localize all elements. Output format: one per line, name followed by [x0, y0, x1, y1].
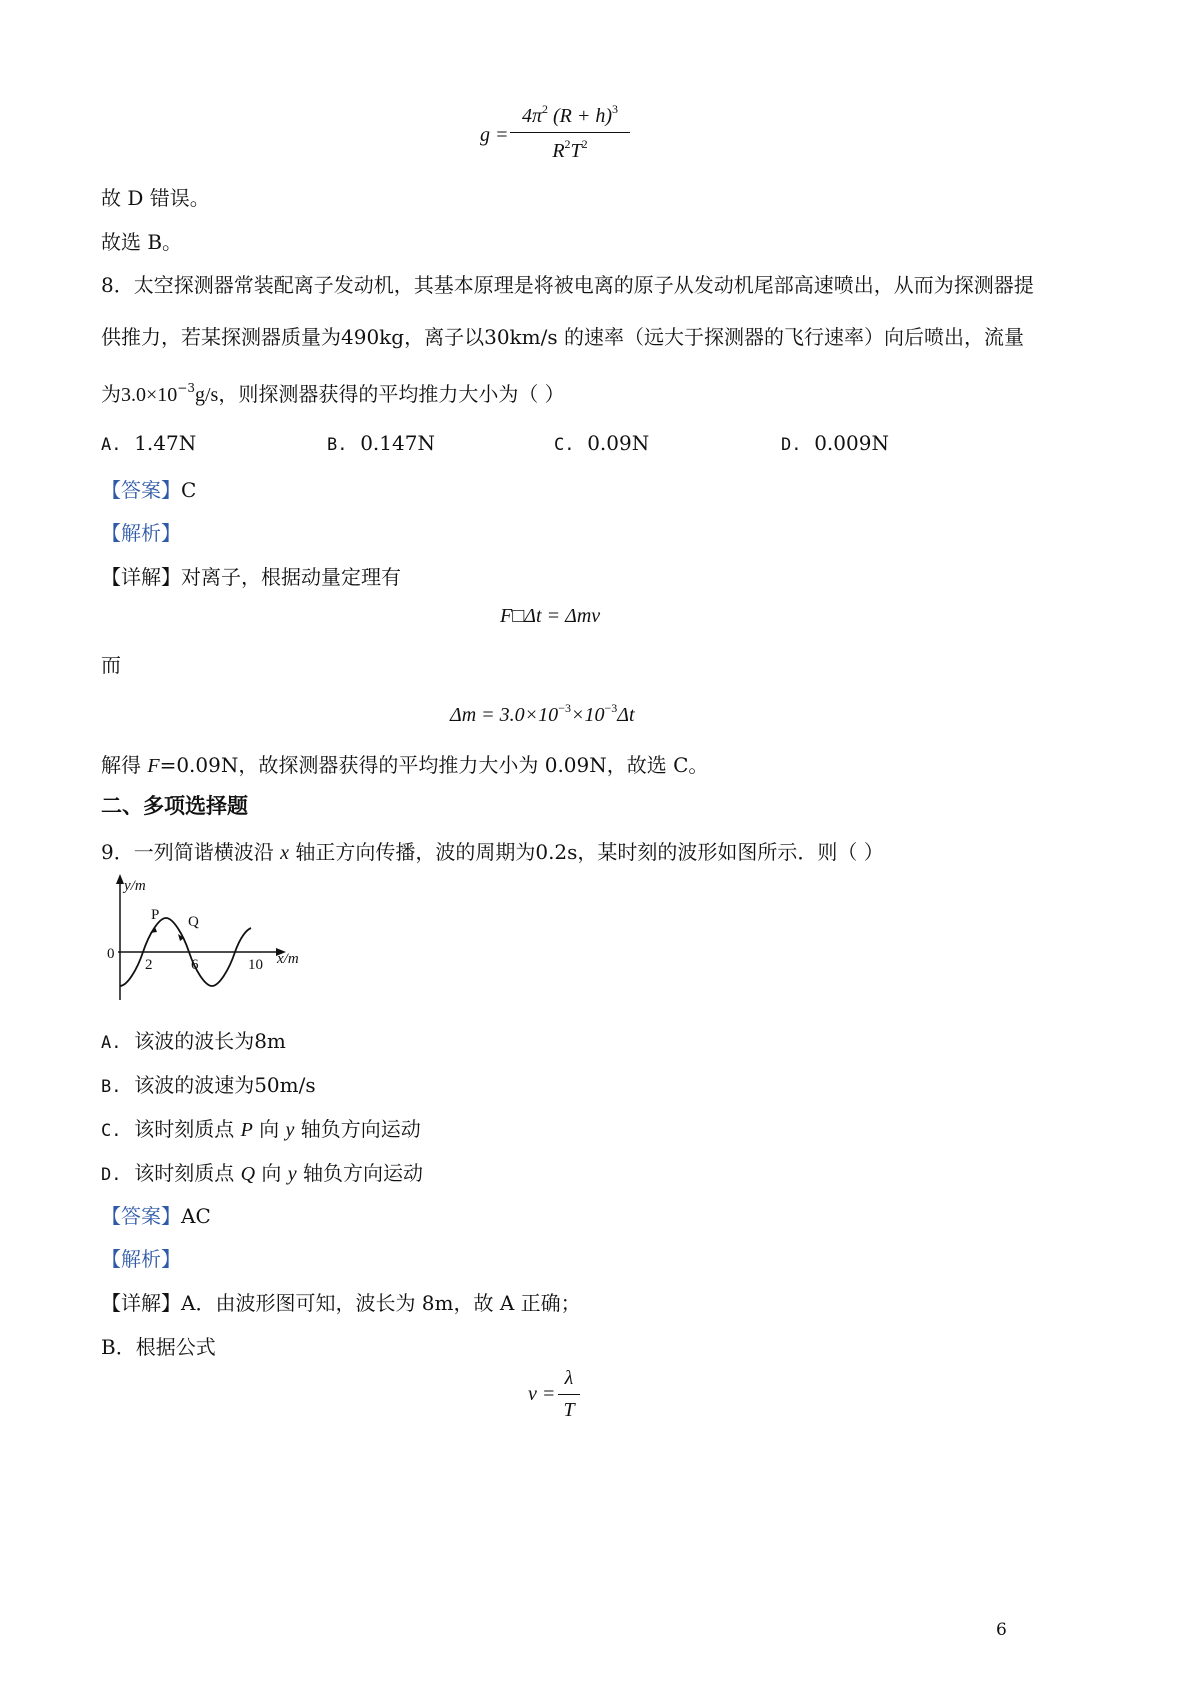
point-q-label: Q — [188, 914, 199, 930]
origin-label: 0 — [107, 946, 115, 962]
point-p-label: P — [151, 907, 160, 923]
q9-velocity-numerator: λ — [564, 1367, 574, 1389]
q9-velocity-lhs: v = — [528, 1383, 556, 1405]
fraction-bar — [510, 132, 630, 133]
q9-option-c[interactable]: C. 该时刻质点 P 向 y 轴负方向运动 — [101, 1117, 421, 1141]
x-axis-label: x/m — [277, 951, 299, 967]
prev-conclusion-d: 故 D 错误。 — [101, 186, 210, 210]
q8-equation-mass: $\Delta m = 3.0\times 10^{-3}\times 10^{-3}\Delta t$ — [450, 701, 635, 726]
page-number: 6 — [996, 1620, 1007, 1640]
q9-detail-b: B．根据公式 — [101, 1335, 216, 1359]
q8-stem-line3: 为$3.0\times 10^{-3}g/s$，则探测器获得的平均推力大小为（ ） — [101, 381, 565, 406]
q9-analysis-tag: 【解析】 — [101, 1247, 181, 1271]
q8-option-d[interactable]: D. 0.009N — [781, 431, 889, 455]
tick-label-2: 2 — [145, 957, 153, 973]
q8-solution: 解得 F=0.09N，故探测器获得的平均推力大小为 0.09N，故选 C。 — [101, 753, 709, 777]
q8-analysis-tag: 【解析】 — [101, 521, 181, 545]
y-axis-label: y/m — [124, 878, 146, 894]
q8-equation-momentum: F□Δt = Δmv — [500, 605, 601, 627]
section-title: 二、多项选择题 — [101, 794, 248, 818]
q8-stem-line2: 供推力，若某探测器质量为490kg，离子以30km/s 的速率（远大于探测器的飞行速率）向后喷出，流量 — [101, 325, 1024, 349]
formula-g-fraction — [510, 102, 630, 163]
q9-answer: 【答案】AC — [101, 1204, 211, 1228]
q8-answer: 【答案】C — [101, 478, 197, 502]
q9-stem: 9．一列简谐横波沿 x 轴正方向传播，波的周期为0.2s，某时刻的波形如图所示．则（ ） — [101, 840, 884, 864]
q8-and-word: 而 — [101, 653, 121, 677]
prev-conclusion-b: 故选 B。 — [101, 230, 183, 254]
q9-option-a[interactable]: A. 该波的波长为8m — [101, 1029, 286, 1053]
formula-g-lhs: g = — [480, 124, 509, 146]
q8-stem-line1: 8．太空探测器常装配离子发动机，其基本原理是将被电离的原子从发动机尾部高速喷出，从而为探测器提 — [101, 273, 1034, 297]
wave-graph — [100, 872, 320, 1007]
fraction-bar — [558, 1394, 580, 1395]
tick-label-10: 10 — [248, 957, 263, 973]
formula-g-denominator: $R^2T^2$ — [552, 137, 588, 162]
q9-option-b[interactable]: B. 该波的波速为50m/s — [101, 1073, 316, 1097]
q8-option-b[interactable]: B. 0.147N — [327, 431, 435, 455]
q8-detail: 【详解】对离子，根据动量定理有 — [101, 565, 401, 589]
q9-velocity-fraction — [558, 1367, 580, 1422]
q9-velocity-denominator: T — [563, 1399, 575, 1421]
tick-label-6: 6 — [191, 957, 199, 973]
q8-option-a[interactable]: A. 1.47N — [101, 431, 197, 455]
q9-detail-a: 【详解】A．由波形图可知，波长为 8m，故 A 正确； — [101, 1291, 581, 1315]
q9-option-d[interactable]: D. 该时刻质点 Q 向 y 轴负方向运动 — [101, 1161, 423, 1185]
y-axis-arrow — [116, 874, 124, 884]
formula-g-numerator: $4\pi^2$ $(R + h)^3$ — [521, 102, 619, 127]
q8-option-c[interactable]: C. 0.09N — [554, 431, 650, 455]
